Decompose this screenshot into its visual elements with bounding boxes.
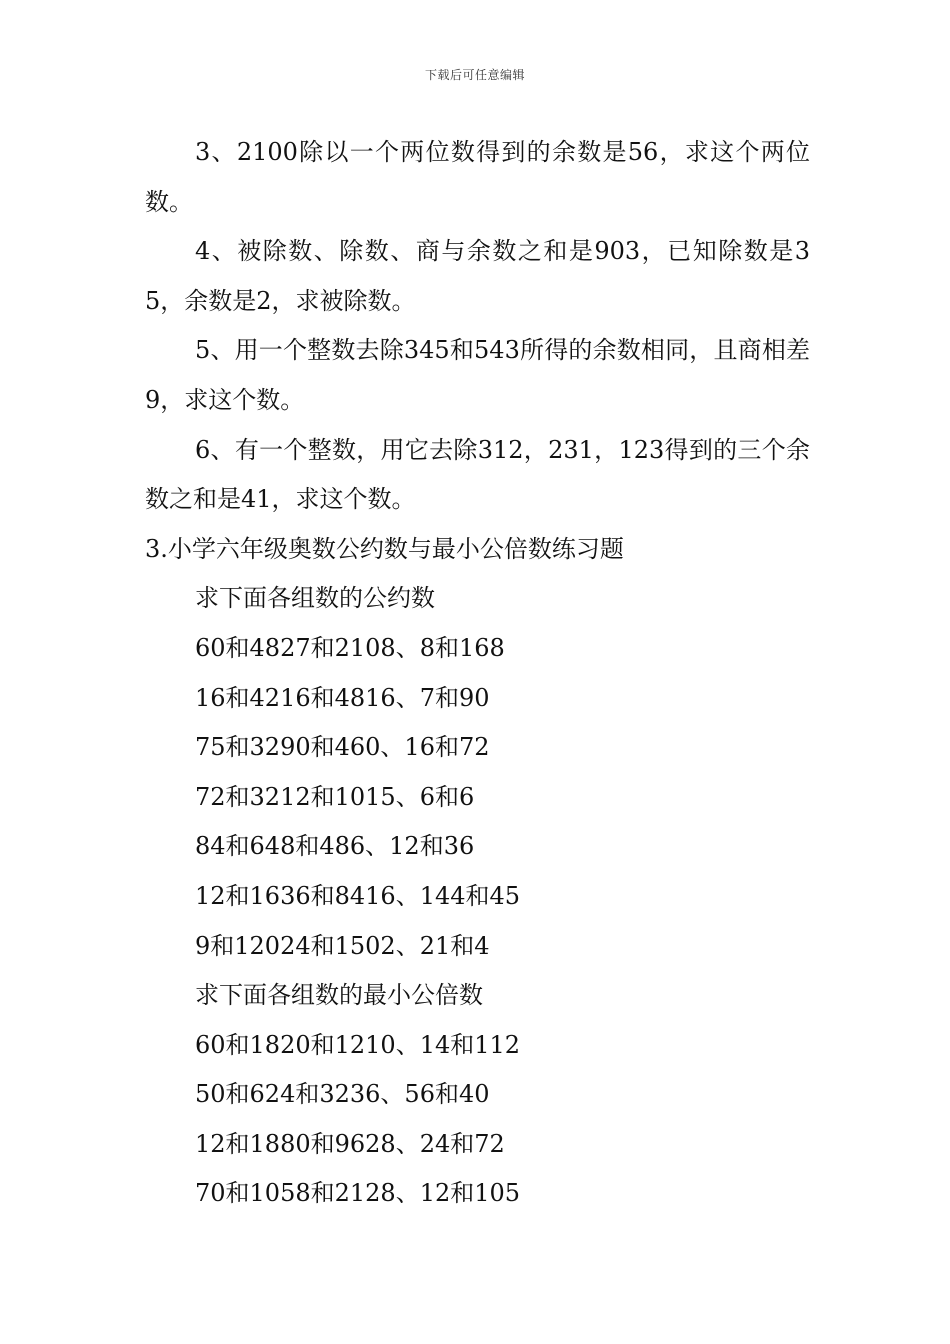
problem-5: 5、用一个整数去除345和543所得的余数相同，且商相差9，求这个数。	[145, 336, 810, 414]
gcd-intro: 求下面各组数的公约数	[195, 584, 435, 613]
problem-3: 3、2100除以一个两位数得到的余数是56，求这个两位数。	[145, 138, 810, 216]
lcm-line-4: 70和1058和2128、12和105	[195, 1179, 521, 1208]
problem-4: 4、被除数、除数、商与余数之和是903，已知除数是35，余数是2，求被除数。	[145, 237, 810, 315]
lcm-line-1: 60和1820和1210、14和112	[195, 1030, 521, 1059]
header-note: 下载后可任意编辑	[424, 68, 525, 82]
lcm-intro: 求下面各组数的最小公倍数	[195, 981, 483, 1010]
gcd-line-1: 60和4827和2108、8和168	[195, 633, 505, 662]
problem-6: 6、有一个整数，用它去除312，231，123得到的三个余数之和是41，求这个数。	[145, 435, 810, 514]
gcd-line-7: 9和12024和1502、21和4	[195, 931, 490, 960]
gcd-line-6: 12和1636和8416、144和45	[195, 881, 521, 910]
lcm-line-3: 12和1880和9628、24和72	[195, 1129, 505, 1158]
gcd-line-4: 72和3212和1015、6和6	[195, 782, 475, 811]
document-body	[145, 128, 810, 1219]
gcd-line-2: 16和4216和4816、7和90	[195, 683, 490, 712]
lcm-line-2: 50和624和3236、56和40	[195, 1080, 490, 1109]
gcd-line-5: 84和648和486、12和36	[195, 832, 475, 861]
gcd-line-3: 75和3290和460、16和72	[195, 733, 490, 762]
section-heading: 3.小学六年级奥数公约数与最小公倍数练习题	[145, 534, 624, 563]
